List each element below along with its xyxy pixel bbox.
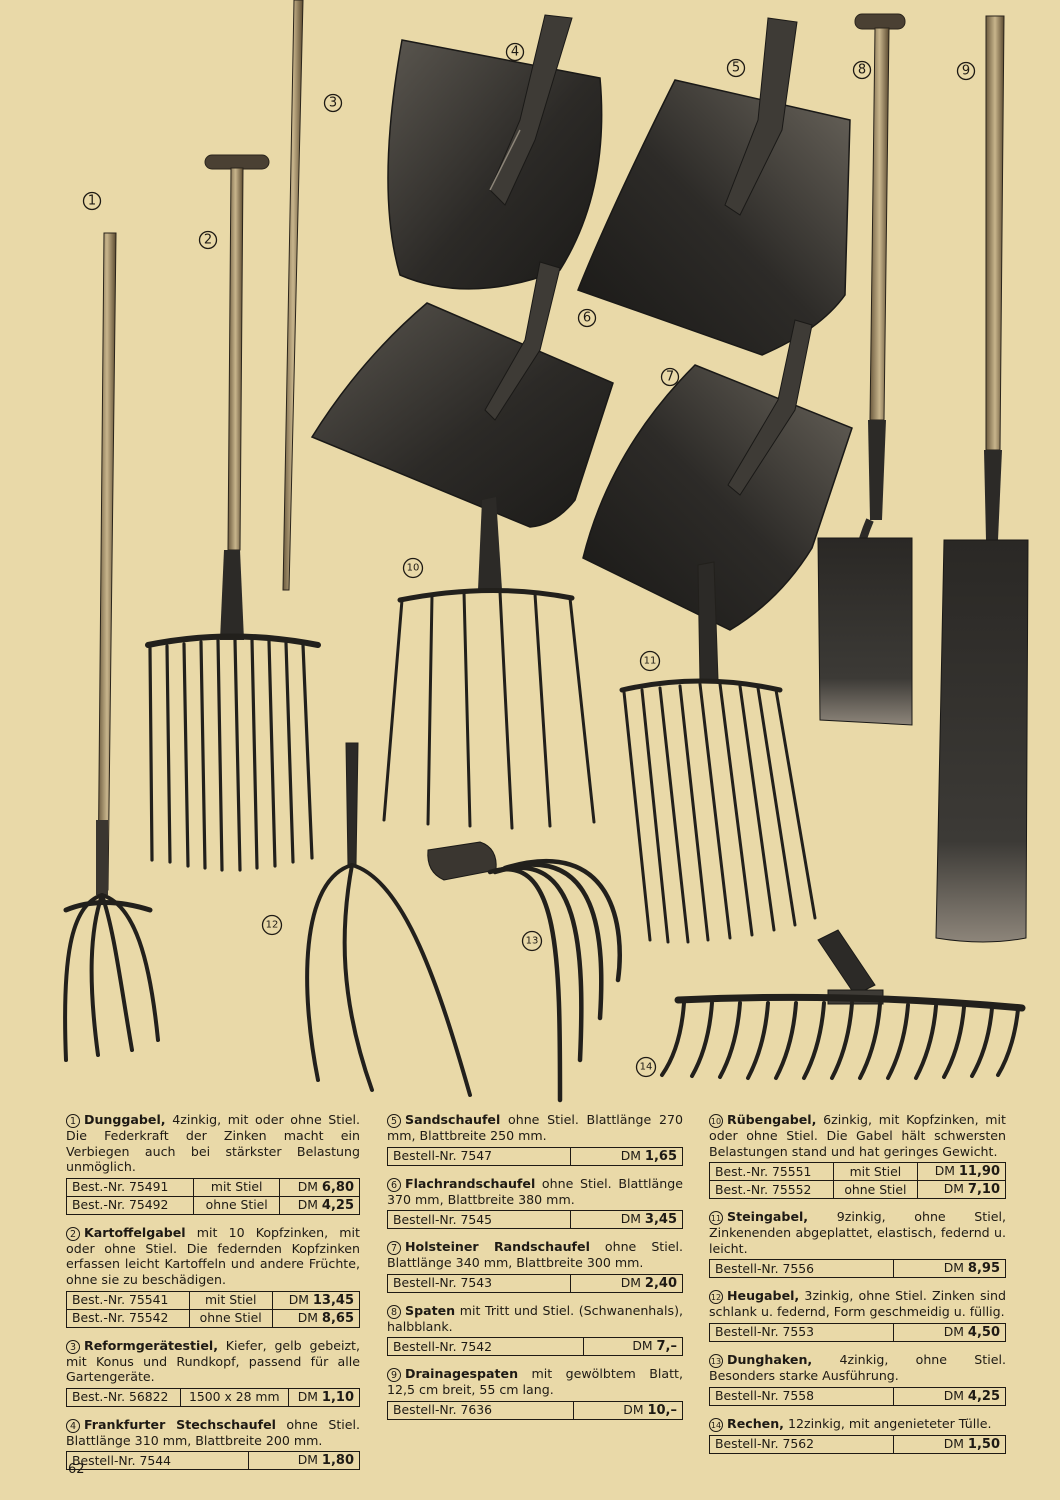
shovel-7-illustration [583,320,852,630]
order-row [388,1274,683,1292]
item-desc: 4zinkig, ohne Stiel. Besonders starke Ausführung. [709,1351,1006,1383]
item-number: 8 [387,1305,401,1319]
price: DM 1,50 [893,1435,1005,1453]
figure-number-4 [507,44,524,61]
item-2 [66,1225,360,1328]
price: DM 3,45 [571,1211,683,1229]
item-13 [709,1352,1006,1406]
order-table [709,1259,1006,1278]
item-description [709,1112,1006,1159]
item-description [66,1417,360,1449]
item-number: 13 [709,1354,723,1368]
item-description [66,1225,360,1288]
variant: mit Stiel [833,1163,917,1181]
order-number: Bestell-Nr. 7543 [388,1274,571,1292]
price: DM 7,– [583,1338,682,1356]
figure-number-14 [637,1058,656,1077]
item-number: 2 [66,1227,80,1241]
order-table [387,1210,683,1229]
item-name: Drainagespaten [405,1366,519,1382]
order-row [67,1309,360,1327]
order-table [709,1162,1006,1199]
item-8 [387,1303,683,1357]
order-row [710,1323,1006,1341]
order-row [710,1163,1006,1181]
order-number: Bestell-Nr. 7562 [710,1435,894,1453]
rake-14-illustration [662,930,1022,1078]
svg-text:8: 8 [857,62,867,78]
order-row [710,1181,1006,1199]
shovel-6-illustration [312,262,613,527]
catalog-column-1 [66,1112,360,1480]
item-name: Sandschaufel [405,1112,501,1127]
item-desc: 3zinkig, ohne Stiel. Zinken sind schlank u. federnd, Form geschmeidig u. füllig. [709,1288,1006,1320]
item-desc: ohne Stiel. Blattlänge 370 mm, Blattbreite 380 mm. [387,1175,683,1207]
order-row [710,1260,1006,1278]
order-number: Best.-Nr. 75491 [67,1178,194,1196]
item-desc: 6zinkig, mit Kopfzinken, mit oder ohne Stiel. Die Gabel hält schwersten Belastungen stand und hat geringes Gewicht. [709,1112,1006,1159]
price: DM 6,80 [280,1178,360,1196]
order-row [67,1388,360,1406]
item-3 [66,1338,360,1407]
page-number: 62 [68,1462,85,1477]
item-1 [66,1112,360,1215]
order-number: Bestell-Nr. 7545 [388,1211,571,1229]
item-number: 9 [387,1368,401,1382]
item-desc: 4zinkig, mit oder ohne Stiel. Die Federkraft der Zinken macht ein Verbiegen auch bei stärkster Belastung unmöglich. [66,1112,360,1175]
figure-number-8 [854,62,871,79]
order-row [388,1338,683,1356]
item-description [387,1112,683,1144]
catalog-column-3 [709,1112,1006,1464]
variant: 1500 x 28 mm [180,1388,288,1406]
item-description [709,1416,1006,1432]
item-description [709,1288,1006,1320]
order-table [387,1147,683,1166]
order-number: Bestell-Nr. 7547 [388,1147,571,1165]
svg-text:1: 1 [87,193,97,209]
svg-text:5: 5 [731,60,741,76]
hook-13-illustration [428,842,620,1100]
item-4 [66,1417,360,1471]
item-description [387,1303,683,1335]
item-description [709,1352,1006,1384]
price: DM 1,80 [248,1452,359,1470]
order-number: Bestell-Nr. 7542 [388,1338,584,1356]
item-number: 6 [387,1178,401,1192]
item-11 [709,1209,1006,1278]
fork-1-illustration [65,233,158,1060]
shovel-5-illustration [578,18,850,355]
order-table [709,1435,1006,1454]
item-name: Heugabel, [727,1288,800,1304]
order-number: Best.-Nr. 56822 [67,1388,181,1406]
figure-number-12 [263,916,282,935]
item-number: 14 [709,1418,723,1432]
order-table [709,1323,1006,1342]
order-number: Best.-Nr. 75552 [710,1181,834,1199]
order-number: Bestell-Nr. 7544 [67,1452,249,1470]
catalog-column-2 [387,1112,683,1430]
svg-text:10: 10 [406,562,420,574]
svg-text:11: 11 [643,655,657,667]
order-row [710,1387,1006,1405]
figure-number-3 [325,95,342,112]
item-name: Holsteiner Randschaufel [405,1239,590,1255]
variant: ohne Stiel [189,1309,272,1327]
item-desc: mit Tritt und Stiel. (Schwanenhals), halbblank. [387,1302,683,1334]
variant: mit Stiel [189,1291,272,1309]
item-number: 1 [66,1114,80,1128]
item-name: Dunggabel, [84,1112,166,1127]
order-table [387,1274,683,1293]
price: DM 1,65 [571,1147,683,1165]
order-row [67,1196,360,1214]
order-table [387,1337,683,1356]
order-row [388,1211,683,1229]
order-table [387,1401,683,1420]
figure-number-5 [728,60,745,77]
item-desc: Kiefer, gelb gebeizt, mit Konus und Rundkopf, passend für alle Gartengeräte. [66,1337,360,1385]
item-number: 10 [709,1114,723,1128]
order-number: Bestell-Nr. 7558 [710,1387,894,1405]
item-name: Rechen, [727,1415,784,1431]
svg-text:12: 12 [265,919,279,931]
item-description [387,1239,683,1271]
item-desc: mit 10 Kopfzinken, mit oder ohne Stiel. Die federnden Kopfzinken erfassen leicht Kartoffeln und andere Früchte, ohne sie zu beschädigen. [66,1224,360,1287]
shovel-4-illustration [388,15,602,289]
price: DM 7,10 [918,1181,1006,1199]
svg-text:4: 4 [510,44,520,60]
order-number: Best.-Nr. 75541 [67,1291,190,1309]
item-name: Kartoffelgabel [84,1224,186,1240]
figure-number-2 [200,232,217,249]
item-number: 3 [66,1340,80,1354]
price: DM 13,45 [272,1291,359,1309]
variant: mit Stiel [193,1178,279,1196]
item-name: Dunghaken, [727,1351,813,1367]
order-number: Bestell-Nr. 7553 [710,1323,894,1341]
variant: ohne Stiel [193,1196,279,1214]
item-6 [387,1176,683,1230]
fork-10-illustration [384,497,594,828]
item-description [387,1176,683,1208]
order-row [67,1452,360,1470]
order-number: Best.-Nr. 75492 [67,1196,194,1214]
item-9 [387,1366,683,1420]
item-desc: ohne Stiel. Blattlänge 310 mm, Blattbreite 200 mm. [66,1416,361,1448]
item-name: Reformgerätestiel, [84,1337,219,1353]
order-number: Best.-Nr. 75551 [710,1163,834,1181]
item-name: Spaten [405,1302,456,1318]
svg-text:13: 13 [525,935,539,947]
handle-3-illustration [283,0,303,590]
order-number: Best.-Nr. 75542 [67,1309,190,1327]
figure-number-7 [662,369,679,386]
order-number: Bestell-Nr. 7636 [388,1401,574,1419]
order-row [67,1178,360,1196]
order-table [66,1388,360,1407]
order-row [388,1401,683,1419]
order-table [66,1451,360,1470]
item-5 [387,1112,683,1166]
item-description [709,1209,1006,1256]
item-7 [387,1239,683,1293]
order-table [709,1387,1006,1406]
order-table [66,1291,360,1328]
figure-number-13 [523,932,542,951]
item-12 [709,1288,1006,1342]
svg-text:7: 7 [665,369,675,385]
figure-number-10 [404,559,423,578]
spade-9-illustration [936,16,1028,942]
order-row [67,1291,360,1309]
svg-text:14: 14 [639,1061,653,1073]
item-number: 4 [66,1419,80,1433]
price: DM 10,– [573,1401,682,1419]
item-desc: ohne Stiel. Blattlänge 270 mm, Blattbreite 250 mm. [387,1112,683,1143]
item-desc: mit gewölbtem Blatt, 12,5 cm breit, 55 cm lang. [387,1366,683,1398]
svg-text:2: 2 [203,232,213,248]
order-table [66,1178,360,1215]
svg-text:9: 9 [961,63,971,79]
variant: ohne Stiel [833,1181,917,1199]
price: DM 2,40 [571,1274,683,1292]
price: DM 4,50 [893,1323,1005,1341]
item-name: Steingabel, [727,1209,809,1225]
item-14 [709,1416,1006,1454]
figure-number-9 [958,63,975,80]
figure-number-11 [641,652,660,671]
item-desc: 9zinkig, ohne Stiel, Zinkenenden abgeplattet, elastisch, federnd u. leicht. [709,1209,1006,1256]
item-description [66,1338,360,1385]
price: DM 8,65 [272,1309,359,1327]
order-row [710,1435,1006,1453]
figure-number-1 [84,193,101,210]
price: DM 1,10 [288,1388,359,1406]
item-name: Flachrandschaufel [405,1175,536,1191]
item-description [66,1112,360,1175]
item-desc: 12zinkig, mit angenieteter Tülle. [783,1415,992,1431]
item-number: 12 [709,1290,723,1304]
order-number: Bestell-Nr. 7556 [710,1260,894,1278]
figure-number-6 [579,310,596,327]
order-row [388,1147,683,1165]
item-number: 5 [387,1114,401,1128]
item-name: Rübengabel, [727,1112,817,1127]
item-number: 11 [709,1211,723,1225]
item-number: 7 [387,1241,401,1255]
item-desc: ohne Stiel. Blattlänge 340 mm, Blattbreite 300 mm. [387,1239,683,1271]
price: DM 4,25 [893,1387,1005,1405]
price: DM 8,95 [893,1260,1005,1278]
svg-text:6: 6 [582,310,592,326]
svg-text:3: 3 [328,95,338,111]
item-10 [709,1112,1006,1199]
price: DM 11,90 [918,1163,1006,1181]
fork-12-illustration [307,743,470,1095]
item-description [387,1366,683,1398]
price: DM 4,25 [280,1196,360,1214]
item-name: Frankfurter Stechschaufel [84,1416,276,1432]
